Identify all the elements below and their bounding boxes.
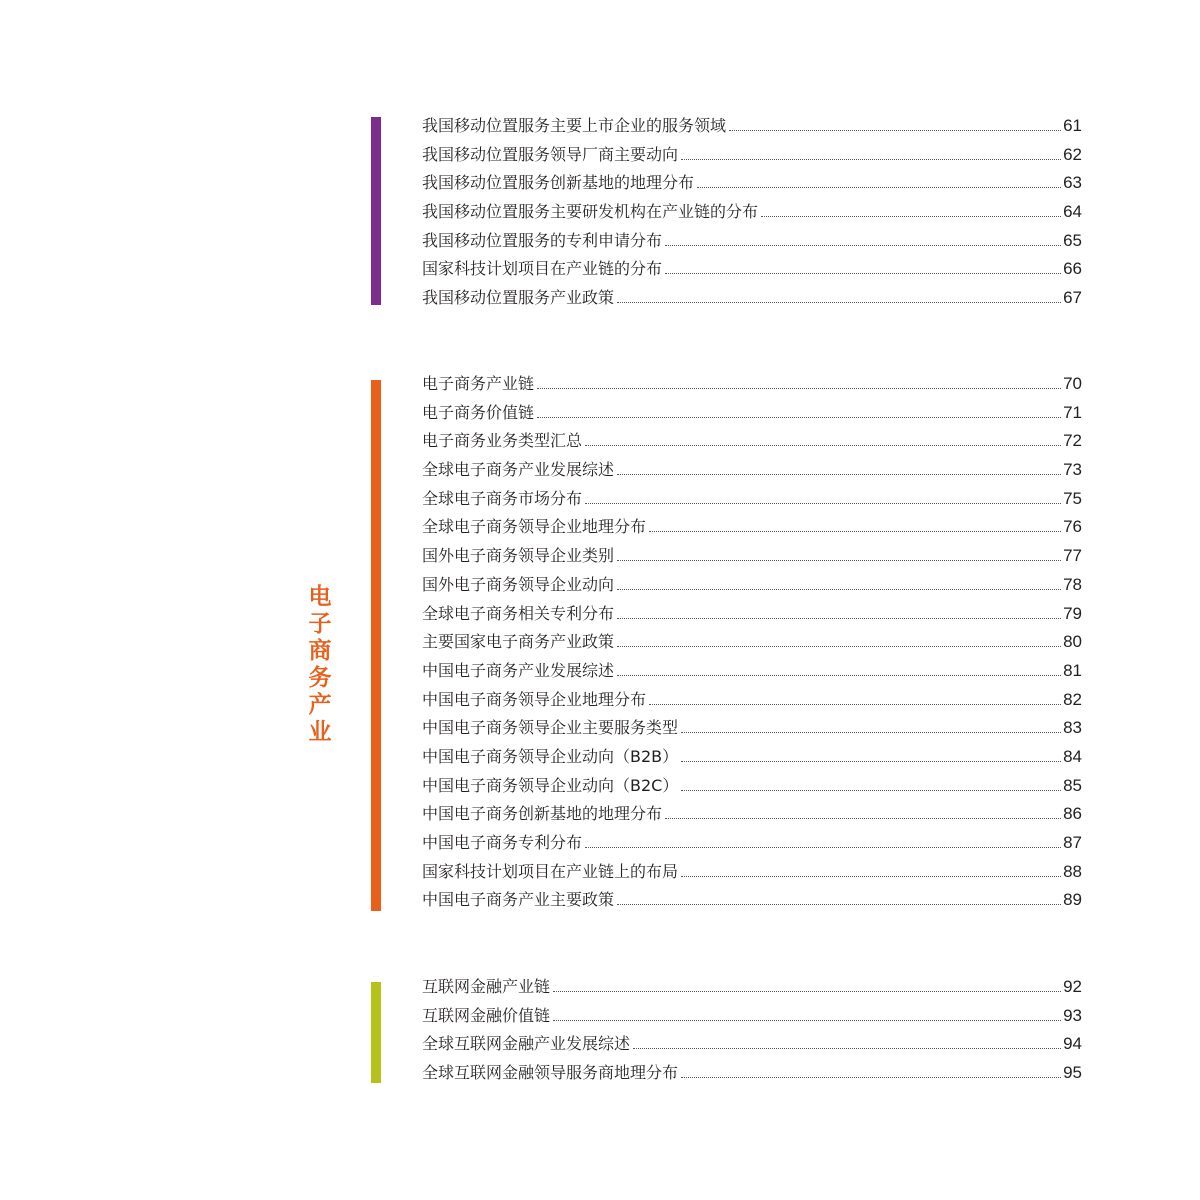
toc-entry[interactable] — [422, 427, 1082, 456]
toc-entry-page-number: 70 — [1063, 374, 1082, 393]
toc-entry[interactable] — [422, 829, 1082, 858]
toc-entry-page-number: 65 — [1063, 230, 1082, 250]
toc-entry-title: 电子商务价值链 — [422, 402, 535, 422]
toc-entry-page-number: 63 — [1063, 173, 1082, 193]
toc-entry[interactable] — [422, 198, 1082, 227]
toc-entry[interactable] — [422, 255, 1082, 284]
toc-entry[interactable] — [422, 112, 1082, 141]
toc-entry-page-number: 92 — [1063, 977, 1082, 996]
toc-entry-title: 中国电子商务领导企业主要服务类型 — [422, 718, 679, 738]
toc-entry[interactable] — [422, 141, 1082, 170]
toc-entry-title: 国家科技计划项目在产业链的分布 — [422, 259, 663, 279]
toc-entry[interactable] — [422, 686, 1082, 715]
dot-leader — [617, 618, 1061, 619]
toc-entry-page-number: 76 — [1063, 517, 1082, 537]
toc-entry-page-number: 84 — [1063, 746, 1082, 766]
toc-entry-title: 我国移动位置服务产业政策 — [422, 288, 615, 308]
toc-entry-title: 全球电子商务领导企业地理分布 — [422, 517, 647, 537]
dot-leader — [617, 560, 1061, 561]
toc-entry-page-number: 82 — [1063, 689, 1082, 709]
dot-leader — [537, 417, 1061, 418]
section-label-char: 子 — [308, 611, 332, 637]
toc-entry[interactable] — [422, 973, 1082, 1002]
toc-entry[interactable] — [422, 628, 1082, 657]
section-accent-bar — [371, 380, 381, 911]
toc-entry-page-number: 75 — [1063, 488, 1082, 508]
toc-entry-title: 我国移动位置服务的专利申请分布 — [422, 230, 663, 250]
toc-entry-title: 电子商务业务类型汇总 — [422, 431, 583, 451]
toc-entry-title: 主要国家电子商务产业政策 — [422, 632, 615, 652]
toc-entry-page-number: 71 — [1063, 402, 1082, 422]
dot-leader — [681, 1077, 1061, 1078]
toc-entry[interactable] — [422, 714, 1082, 743]
section-label-char: 商 — [308, 638, 332, 664]
toc-entry-title: 中国电子商务产业发展综述 — [422, 660, 615, 680]
toc-entry[interactable] — [422, 657, 1082, 686]
toc-entry-page-number: 86 — [1063, 804, 1082, 824]
dot-leader — [617, 904, 1061, 905]
section-label-char: 产 — [308, 692, 332, 718]
toc-entry[interactable] — [422, 1030, 1082, 1059]
dot-leader — [633, 1048, 1061, 1049]
toc-entry-page-number: 64 — [1063, 202, 1082, 222]
dot-leader — [553, 1020, 1061, 1021]
toc-entry-title: 全球电子商务市场分布 — [422, 488, 583, 508]
toc-entry-title: 中国电子商务领导企业动向（B2C） — [422, 775, 679, 795]
toc-entry[interactable] — [422, 858, 1082, 887]
toc-entry-title: 中国电子商务产业主要政策 — [422, 890, 615, 910]
dot-leader — [729, 130, 1061, 131]
toc-entry[interactable] — [422, 370, 1082, 399]
section-label-char: 业 — [308, 719, 332, 745]
toc-entry[interactable] — [422, 227, 1082, 256]
toc-entry-page-number: 81 — [1063, 660, 1082, 680]
dot-leader — [553, 991, 1061, 992]
toc-entry-page-number: 73 — [1063, 460, 1082, 480]
toc-entry[interactable] — [422, 800, 1082, 829]
dot-leader — [681, 761, 1061, 762]
toc-entry-page-number: 95 — [1063, 1063, 1082, 1083]
dot-leader — [617, 589, 1061, 590]
toc-entry-page-number: 88 — [1063, 861, 1082, 881]
toc-entry-page-number: 93 — [1063, 1005, 1082, 1025]
toc-entry[interactable] — [422, 284, 1082, 313]
toc-entry[interactable] — [422, 571, 1082, 600]
toc-entry[interactable] — [422, 886, 1082, 915]
toc-entry[interactable] — [422, 513, 1082, 542]
toc-entry[interactable] — [422, 399, 1082, 428]
section-accent-bar — [371, 982, 381, 1083]
section-label-char: 务 — [308, 665, 332, 691]
toc-entry[interactable] — [422, 542, 1082, 571]
dot-leader — [681, 732, 1061, 733]
toc-entry-page-number: 85 — [1063, 775, 1082, 795]
dot-leader — [585, 847, 1061, 848]
section-label-char: 电 — [308, 584, 332, 610]
toc-entry-page-number: 77 — [1063, 546, 1082, 566]
toc-entry-title: 互联网金融产业链 — [422, 977, 551, 996]
toc-entry[interactable] — [422, 1059, 1082, 1088]
toc-entry-page-number: 61 — [1063, 116, 1082, 135]
section-accent-bar — [371, 117, 381, 305]
toc-entry-title: 我国移动位置服务主要上市企业的服务领域 — [422, 116, 727, 135]
toc-entry-title: 我国移动位置服务创新基地的地理分布 — [422, 173, 695, 193]
toc-entry-page-number: 79 — [1063, 603, 1082, 623]
toc-entry-title: 全球电子商务相关专利分布 — [422, 603, 615, 623]
toc-entry-page-number: 62 — [1063, 144, 1082, 164]
toc-entry-title: 互联网金融价值链 — [422, 1005, 551, 1025]
toc-entry-page-number: 87 — [1063, 833, 1082, 852]
toc-entry-title: 电子商务产业链 — [422, 374, 535, 393]
toc-entry[interactable] — [422, 456, 1082, 485]
section-label — [304, 584, 336, 746]
toc-entry-title: 中国电子商务领导企业动向（B2B） — [422, 746, 679, 766]
dot-leader — [537, 388, 1061, 389]
dot-leader — [761, 216, 1061, 217]
toc-entry[interactable] — [422, 772, 1082, 801]
dot-leader — [681, 790, 1061, 791]
toc-entry[interactable] — [422, 169, 1082, 198]
dot-leader — [585, 445, 1061, 446]
dot-leader — [649, 704, 1061, 705]
toc-entry-title: 中国电子商务创新基地的地理分布 — [422, 804, 663, 824]
toc-list — [422, 112, 1082, 313]
toc-entry-title: 中国电子商务专利分布 — [422, 833, 583, 852]
toc-entry-page-number: 83 — [1063, 718, 1082, 738]
toc-list — [422, 370, 1082, 915]
toc-entry-title: 全球互联网金融产业发展综述 — [422, 1034, 631, 1054]
toc-entry-page-number: 89 — [1063, 890, 1082, 910]
dot-leader — [649, 531, 1061, 532]
toc-entry-title: 国外电子商务领导企业类别 — [422, 546, 615, 566]
toc-list — [422, 973, 1082, 1088]
dot-leader — [617, 474, 1061, 475]
dot-leader — [585, 503, 1061, 504]
toc-entry-page-number: 72 — [1063, 431, 1082, 451]
dot-leader — [665, 245, 1061, 246]
toc-entry[interactable] — [422, 600, 1082, 629]
dot-leader — [681, 876, 1061, 877]
toc-entry-page-number: 66 — [1063, 259, 1082, 279]
toc-entry-title: 全球电子商务产业发展综述 — [422, 460, 615, 480]
dot-leader — [665, 273, 1061, 274]
toc-entry-page-number: 78 — [1063, 574, 1082, 594]
toc-entry-page-number: 94 — [1063, 1034, 1082, 1054]
toc-entry-title: 全球互联网金融领导服务商地理分布 — [422, 1063, 679, 1083]
toc-entry[interactable] — [422, 1002, 1082, 1031]
dot-leader — [617, 675, 1061, 676]
toc-entry-title: 国家科技计划项目在产业链上的布局 — [422, 861, 679, 881]
dot-leader — [697, 187, 1061, 188]
toc-entry[interactable] — [422, 743, 1082, 772]
toc-entry-page-number: 67 — [1063, 288, 1082, 308]
dot-leader — [617, 646, 1061, 647]
dot-leader — [681, 159, 1061, 160]
toc-entry-title: 国外电子商务领导企业动向 — [422, 574, 615, 594]
toc-entry-title: 我国移动位置服务主要研发机构在产业链的分布 — [422, 202, 759, 222]
toc-entry-title: 我国移动位置服务领导厂商主要动向 — [422, 144, 679, 164]
toc-entry-title: 中国电子商务领导企业地理分布 — [422, 689, 647, 709]
dot-leader — [617, 302, 1061, 303]
toc-entry-page-number: 80 — [1063, 632, 1082, 652]
toc-entry[interactable] — [422, 485, 1082, 514]
dot-leader — [665, 818, 1061, 819]
